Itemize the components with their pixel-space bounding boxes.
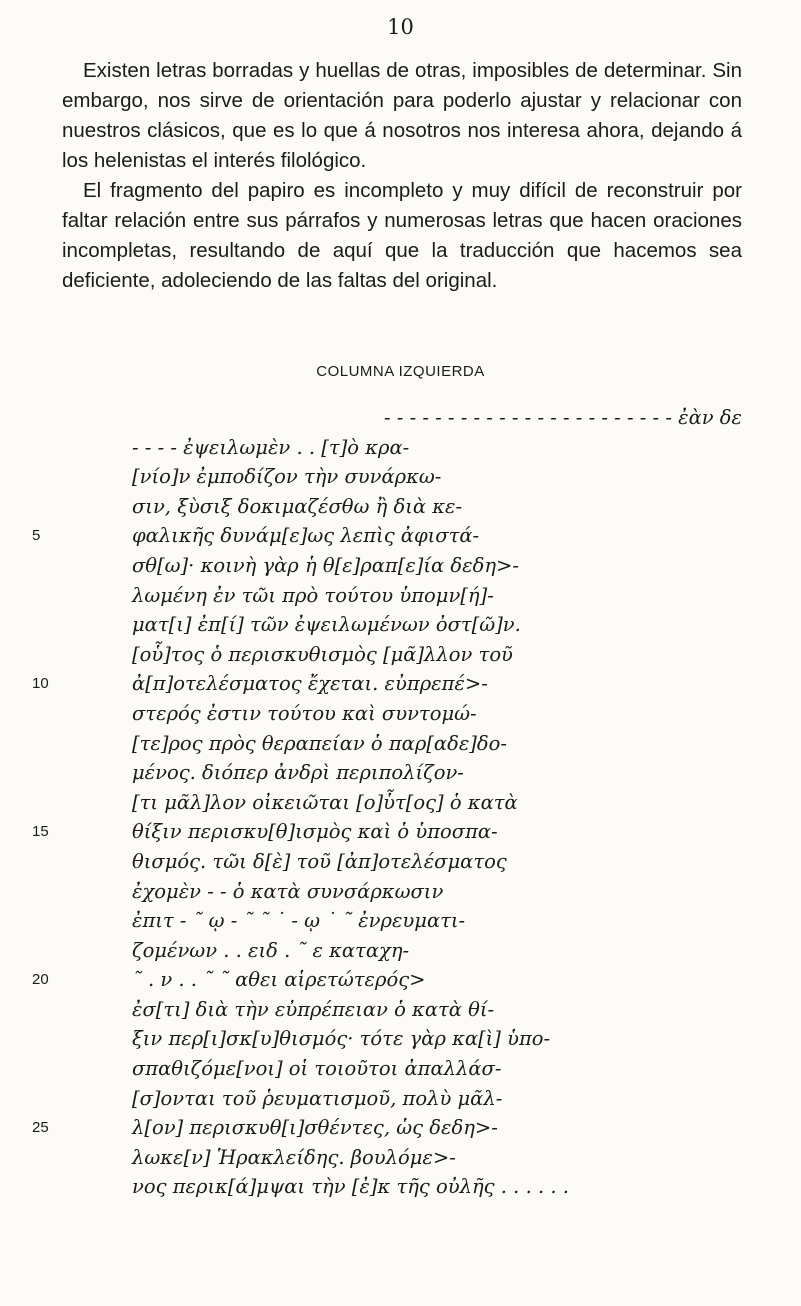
- greek-line-text: ζομένων . . ειδ . ˜ ε καταχη-: [132, 938, 410, 962]
- column-heading: COLUMNA IZQUIERDA: [316, 363, 485, 380]
- greek-line-text: φαλικῆς δυνάμ[ε]ως λεπὶς ἀφιστά-: [132, 524, 480, 548]
- greek-line: [132, 433, 742, 463]
- greek-line: [32, 965, 742, 995]
- line-number: 25: [32, 1119, 49, 1137]
- line-number: 5: [32, 527, 41, 545]
- line-number: 10: [32, 675, 49, 693]
- greek-line: [132, 551, 742, 581]
- greek-line-text: [τε]ρος πρὸς θεραπείαν ὁ παρ[αδε]δο-: [132, 731, 507, 755]
- greek-line: [132, 936, 742, 966]
- greek-line-text: ἀ[π]οτελέσματος ἔχεται. εὐπρεπέ>-: [132, 672, 488, 696]
- greek-line-text: ἐσ[τι] διὰ τὴν εὐπρέπειαν ὁ κατὰ θί-: [132, 997, 495, 1021]
- greek-line: [132, 906, 742, 936]
- greek-line-text: στερός ἐστιν τούτου καὶ συντομώ-: [132, 701, 477, 725]
- intro-paragraph: El fragmento del papiro es incompleto y muy difícil de reconstruir por faltar relación entre sus párrafos y numerosas letras que hacen oraciones incompletas, resultando de aquí que la traducción que hacemos sea deficiente, adoleciendo de las faltas del original.: [62, 179, 742, 292]
- greek-line: [132, 581, 742, 611]
- greek-line: [132, 462, 742, 492]
- greek-line: [132, 1054, 742, 1084]
- line-number: 20: [32, 971, 49, 989]
- greek-line: [132, 877, 742, 907]
- greek-line: [132, 1084, 742, 1114]
- greek-line-text: νος περικ[ά]μψαι τὴν [ἐ]κ τῆς οὐλῆς . . . . . .: [132, 1175, 569, 1199]
- greek-line: [132, 699, 742, 729]
- greek-line-text: λωκε[ν] Ἡρακλείδης. βουλόμε>-: [132, 1145, 456, 1169]
- greek-line: [132, 758, 742, 788]
- greek-line: [32, 669, 742, 699]
- greek-line-text: σπαθιζόμε[νοι] οἱ τοιοῦτοι ἀπαλλάσ-: [132, 1057, 502, 1081]
- greek-line: [132, 492, 742, 522]
- greek-line-text: ˜ . ν . . ˜ ˜ αθει αἱρετώτερός>: [132, 968, 426, 992]
- greek-line: [132, 847, 742, 877]
- greek-line-text: ἐπιτ - ˜ ῳ - ˜ ˜ ˙ - ῳ ˙ ˜ ἐνρευματι-: [132, 909, 466, 933]
- greek-line-text: σθ[ω]· κοινὴ γὰρ ἡ θ[ε]ραπ[ε]ία δεδη>-: [132, 553, 519, 577]
- greek-line: [132, 403, 742, 433]
- greek-line-text: ματ[ι] ἐπ[ί] τῶν ἐψειλωμένων ὀστ[ῶ]ν.: [132, 613, 521, 637]
- intro-paragraph: Existen letras borradas y huellas de otras, imposibles de determinar. Sin embargo, nos sirve de orientación para poderlo ajustar y relacionar con nuestros clásicos, que es lo que á nosotros nos interesa ahora, dejando á los helenistas el interés filológico.: [62, 59, 742, 172]
- greek-line-text: λωμένη ἐν τῶι πρὸ τούτου ὑπομν[ή]-: [132, 583, 494, 607]
- greek-line: [132, 610, 742, 640]
- page-number: 10: [387, 15, 414, 39]
- greek-line: [132, 995, 742, 1025]
- greek-line-text: λ[ον] περισκυθ[ι]σθέντες, ὡς δεδη>-: [132, 1116, 498, 1140]
- greek-line: [132, 640, 742, 670]
- greek-line-text: [τι μᾶλ]λον οἰκειῶται [ο]ὗτ[ος] ὁ κατὰ: [132, 790, 518, 814]
- greek-line-text: ξιν περ[ι]σκ[υ]θισμός· τότε γὰρ κα[ὶ] ὑπο-: [132, 1027, 551, 1051]
- greek-line: [32, 1113, 742, 1143]
- greek-line: [32, 521, 742, 551]
- greek-line: [132, 729, 742, 759]
- greek-line-text: - - - - ἐψειλωμὲν . . [τ]ὸ κρα-: [132, 435, 410, 459]
- greek-line: [132, 1172, 742, 1202]
- greek-line-text: [σ]ονται τοῦ ῥευματισμοῦ, πολὺ μᾶλ-: [132, 1086, 503, 1110]
- greek-line-text: θίξιν περισκυ[θ]ισμὸς καὶ ὁ ὑποσπα-: [132, 820, 498, 844]
- greek-line: [132, 788, 742, 818]
- greek-line-text: μένος. διόπερ ἀνδρὶ περιπολίζον-: [132, 761, 464, 785]
- line-number: 15: [32, 823, 49, 841]
- greek-line-text: [οὗ]τος ὁ περισκυθισμὸς [μᾶ]λλον τοῦ: [132, 642, 513, 666]
- greek-text-block: [32, 403, 742, 1202]
- greek-line: [32, 817, 742, 847]
- greek-line: [132, 1143, 742, 1173]
- greek-line-text: θισμός. τῶι δ[ὲ] τοῦ [ἀπ]οτελέσματος: [132, 849, 507, 873]
- greek-line-text: ἐχομὲν - - ὁ κατὰ συνσάρκωσιν: [132, 879, 444, 903]
- intro-text: [62, 56, 742, 296]
- greek-line-text: - - - - - - - - - - - - - - - - - - - - - - - ἐὰν δε: [384, 406, 742, 429]
- greek-line: [132, 1024, 742, 1054]
- greek-line-text: σιν, ξὺσιξ δοκιμαζέσθω ἢ διὰ κε-: [132, 494, 463, 518]
- greek-line-text: [νίο]ν ἐμποδίζον τὴν συνάρκω-: [132, 465, 442, 489]
